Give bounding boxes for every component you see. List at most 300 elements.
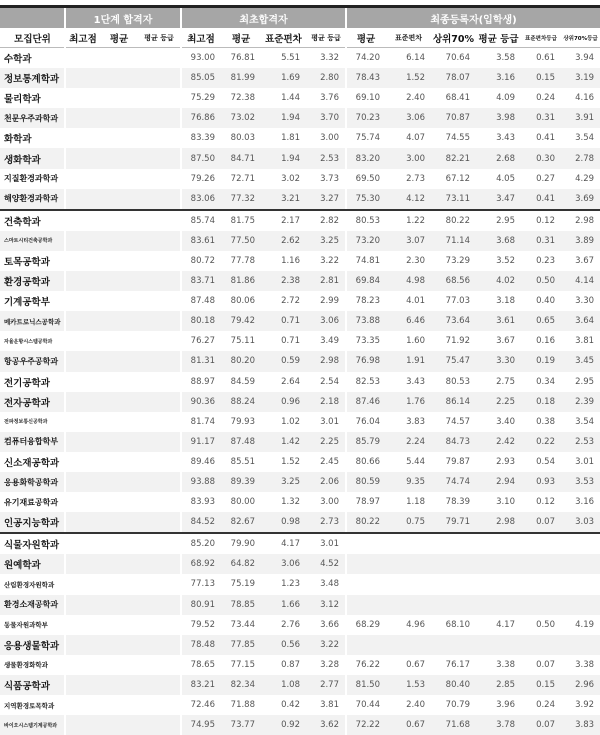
table-cell xyxy=(137,88,181,108)
col-header-initial-max: 최고점 xyxy=(181,28,221,48)
table-cell xyxy=(65,271,101,291)
table-cell: 83.39 xyxy=(181,128,221,148)
table-row xyxy=(0,432,600,452)
department-name: 기계공학부 xyxy=(0,291,65,311)
col-header-final-std: 표준편차 xyxy=(386,28,431,48)
table-cell: 4.19 xyxy=(561,615,600,635)
table-cell: 0.31 xyxy=(521,108,561,128)
table-cell: 3.32 xyxy=(306,48,346,69)
table-cell xyxy=(101,675,137,695)
table-cell xyxy=(101,291,137,311)
table-row xyxy=(0,148,600,168)
table-cell: 75.29 xyxy=(181,88,221,108)
table-cell: 80.20 xyxy=(221,351,261,371)
table-cell xyxy=(65,169,101,189)
table-cell xyxy=(101,635,137,655)
table-cell: 3.81 xyxy=(306,695,346,715)
table-cell xyxy=(101,615,137,635)
col-header-unit: 모집단위 xyxy=(0,28,65,48)
table-cell: 3.00 xyxy=(306,128,346,148)
table-cell: 79.90 xyxy=(221,533,261,554)
table-cell xyxy=(65,574,101,594)
table-cell: 70.44 xyxy=(346,695,386,715)
col-header-initial-avg: 평균 xyxy=(221,28,261,48)
table-cell: 6.46 xyxy=(386,311,431,331)
table-cell xyxy=(137,392,181,412)
table-cell: 76.04 xyxy=(346,412,386,432)
table-cell: 80.22 xyxy=(346,512,386,533)
table-cell: 82.67 xyxy=(221,512,261,533)
table-cell xyxy=(65,311,101,331)
table-cell: 81.99 xyxy=(221,68,261,88)
table-cell xyxy=(431,574,476,594)
table-cell: 3.16 xyxy=(561,492,600,512)
table-cell xyxy=(137,715,181,735)
table-cell xyxy=(65,635,101,655)
table-cell xyxy=(561,554,600,574)
table-cell xyxy=(137,372,181,392)
table-cell xyxy=(101,655,137,675)
table-cell xyxy=(65,210,101,231)
table-cell: 74.57 xyxy=(431,412,476,432)
table-cell: 83.61 xyxy=(181,231,221,251)
department-name: 물리학과 xyxy=(0,88,65,108)
table-cell: 0.42 xyxy=(261,695,306,715)
table-cell: 81.50 xyxy=(346,675,386,695)
table-cell xyxy=(101,251,137,271)
table-cell xyxy=(65,412,101,432)
table-cell: 0.23 xyxy=(521,251,561,271)
table-cell xyxy=(137,331,181,351)
table-row xyxy=(0,675,600,695)
table-cell xyxy=(346,533,386,554)
table-cell: 74.20 xyxy=(346,48,386,69)
table-cell: 74.55 xyxy=(431,128,476,148)
table-cell xyxy=(137,108,181,128)
table-cell xyxy=(137,251,181,271)
col-header-initial-std: 표준편차 xyxy=(261,28,306,48)
table-row xyxy=(0,88,600,108)
department-name: 바이오시스템기계공학과 xyxy=(0,715,65,735)
table-cell xyxy=(521,554,561,574)
table-cell: 76.22 xyxy=(346,655,386,675)
table-cell xyxy=(101,574,137,594)
table-cell: 3.61 xyxy=(476,311,521,331)
department-name: 유기재료공학과 xyxy=(0,492,65,512)
table-cell xyxy=(65,392,101,412)
table-cell: 2.39 xyxy=(561,392,600,412)
table-cell xyxy=(101,392,137,412)
table-row xyxy=(0,128,600,148)
table-cell: 1.76 xyxy=(386,392,431,412)
table-cell: 78.23 xyxy=(346,291,386,311)
department-name: 원예학과 xyxy=(0,554,65,574)
table-cell: 78.43 xyxy=(346,68,386,88)
table-cell: 5.44 xyxy=(386,452,431,472)
table-cell xyxy=(65,331,101,351)
table-cell: 80.91 xyxy=(181,595,221,615)
table-cell: 75.19 xyxy=(221,574,261,594)
table-cell xyxy=(65,452,101,472)
table-cell: 4.12 xyxy=(386,189,431,210)
table-cell: 76.81 xyxy=(221,48,261,69)
table-cell: 0.31 xyxy=(521,231,561,251)
table-cell xyxy=(101,311,137,331)
table-row xyxy=(0,492,600,512)
table-cell: 76.98 xyxy=(346,351,386,371)
table-cell: 85.51 xyxy=(221,452,261,472)
table-cell: 93.00 xyxy=(181,48,221,69)
table-cell xyxy=(137,452,181,472)
table-cell: 3.81 xyxy=(561,331,600,351)
table-cell: 0.22 xyxy=(521,432,561,452)
table-cell: 4.17 xyxy=(476,615,521,635)
table-cell xyxy=(101,88,137,108)
table-cell: 4.05 xyxy=(476,169,521,189)
table-cell: 87.48 xyxy=(181,291,221,311)
table-cell: 72.46 xyxy=(181,695,221,715)
table-cell: 2.76 xyxy=(261,615,306,635)
table-cell: 5.51 xyxy=(261,48,306,69)
table-cell xyxy=(137,675,181,695)
table-cell xyxy=(346,574,386,594)
table-row xyxy=(0,351,600,371)
table-row xyxy=(0,392,600,412)
table-cell: 3.78 xyxy=(476,715,521,735)
department-name: 인공지능학과 xyxy=(0,512,65,533)
table-row xyxy=(0,635,600,655)
department-name: 생물환경화학과 xyxy=(0,655,65,675)
table-cell: 3.54 xyxy=(561,128,600,148)
table-cell xyxy=(476,554,521,574)
table-cell xyxy=(65,554,101,574)
table-cell: 67.12 xyxy=(431,169,476,189)
table-cell: 3.06 xyxy=(261,554,306,574)
table-cell: 3.49 xyxy=(306,331,346,351)
table-cell: 77.78 xyxy=(221,251,261,271)
table-cell: 3.01 xyxy=(306,412,346,432)
table-cell: 85.79 xyxy=(346,432,386,452)
table-cell: 69.84 xyxy=(346,271,386,291)
table-cell: 80.53 xyxy=(431,372,476,392)
table-row xyxy=(0,554,600,574)
table-cell: 70.23 xyxy=(346,108,386,128)
table-cell xyxy=(386,533,431,554)
table-cell: 2.96 xyxy=(561,675,600,695)
table-cell: 2.82 xyxy=(306,210,346,231)
table-cell xyxy=(561,595,600,615)
table-cell: 83.71 xyxy=(181,271,221,291)
table-cell: 4.01 xyxy=(386,291,431,311)
admission-results-table xyxy=(0,5,600,735)
table-cell: 75.47 xyxy=(431,351,476,371)
table-cell xyxy=(65,492,101,512)
table-cell: 82.34 xyxy=(221,675,261,695)
table-cell xyxy=(561,533,600,554)
table-cell: 3.47 xyxy=(476,189,521,210)
table-cell: 79.87 xyxy=(431,452,476,472)
col-header-stage1-max: 최고점 xyxy=(65,28,101,48)
table-cell: 85.20 xyxy=(181,533,221,554)
table-cell: 3.67 xyxy=(476,331,521,351)
table-row xyxy=(0,108,600,128)
table-cell xyxy=(137,472,181,492)
table-cell xyxy=(561,635,600,655)
department-name: 응용생물학과 xyxy=(0,635,65,655)
table-cell xyxy=(101,148,137,168)
table-cell: 3.64 xyxy=(561,311,600,331)
table-cell xyxy=(137,512,181,533)
table-cell xyxy=(521,595,561,615)
table-cell: 81.86 xyxy=(221,271,261,291)
col-header-final-std-grade: 표준편차등급 xyxy=(521,28,561,48)
table-cell: 3.73 xyxy=(306,169,346,189)
department-name: 지질환경과학과 xyxy=(0,169,65,189)
table-cell: 0.50 xyxy=(521,271,561,291)
table-row xyxy=(0,210,600,231)
table-cell: 76.27 xyxy=(181,331,221,351)
table-cell xyxy=(386,574,431,594)
table-cell: 3.66 xyxy=(306,615,346,635)
table-cell: 82.53 xyxy=(346,372,386,392)
table-cell: 0.67 xyxy=(386,715,431,735)
table-cell: 1.32 xyxy=(261,492,306,512)
table-cell xyxy=(65,88,101,108)
table-cell xyxy=(431,595,476,615)
table-cell xyxy=(137,695,181,715)
table-cell: 4.16 xyxy=(561,88,600,108)
department-name: 산림환경자원학과 xyxy=(0,574,65,594)
table-cell: 0.07 xyxy=(521,655,561,675)
table-cell xyxy=(137,574,181,594)
table-cell xyxy=(137,169,181,189)
table-cell: 85.05 xyxy=(181,68,221,88)
table-cell: 4.29 xyxy=(561,169,600,189)
table-cell: 3.83 xyxy=(561,715,600,735)
table-cell: 80.59 xyxy=(346,472,386,492)
table-cell xyxy=(137,148,181,168)
group-header-final: 최종등록자(입학생) xyxy=(346,7,600,29)
table-cell xyxy=(431,533,476,554)
table-cell: 3.43 xyxy=(476,128,521,148)
table-cell xyxy=(65,351,101,371)
table-cell: 3.06 xyxy=(386,108,431,128)
table-cell xyxy=(137,412,181,432)
table-cell: 91.17 xyxy=(181,432,221,452)
table-row xyxy=(0,311,600,331)
table-cell: 2.98 xyxy=(306,351,346,371)
table-cell: 3.68 xyxy=(476,231,521,251)
department-name: 전기공학과 xyxy=(0,372,65,392)
table-cell xyxy=(386,554,431,574)
table-cell: 3.92 xyxy=(561,695,600,715)
table-cell xyxy=(101,554,137,574)
table-row xyxy=(0,169,600,189)
table-cell: 2.62 xyxy=(261,231,306,251)
table-cell: 81.75 xyxy=(221,210,261,231)
table-cell xyxy=(137,492,181,512)
department-name: 생화학과 xyxy=(0,148,65,168)
table-row xyxy=(0,655,600,675)
table-cell: 3.27 xyxy=(306,189,346,210)
table-cell: 3.89 xyxy=(561,231,600,251)
department-name: 건축학과 xyxy=(0,210,65,231)
table-cell: 80.40 xyxy=(431,675,476,695)
table-cell: 2.78 xyxy=(561,148,600,168)
table-cell: 73.77 xyxy=(221,715,261,735)
table-cell: 76.86 xyxy=(181,108,221,128)
table-cell: 3.69 xyxy=(561,189,600,210)
table-cell: 79.52 xyxy=(181,615,221,635)
table-row xyxy=(0,695,600,715)
department-name: 스마트시티건축공학과 xyxy=(0,231,65,251)
table-cell xyxy=(137,533,181,554)
table-cell: 2.73 xyxy=(386,169,431,189)
table-cell: 0.30 xyxy=(521,148,561,168)
table-cell: 1.16 xyxy=(261,251,306,271)
table-cell xyxy=(137,432,181,452)
table-cell: 3.94 xyxy=(561,48,600,69)
table-cell: 83.06 xyxy=(181,189,221,210)
table-cell: 3.22 xyxy=(306,251,346,271)
table-cell: 3.25 xyxy=(261,472,306,492)
table-cell: 0.87 xyxy=(261,655,306,675)
table-cell: 74.74 xyxy=(431,472,476,492)
table-cell: 83.93 xyxy=(181,492,221,512)
table-cell: 2.42 xyxy=(476,432,521,452)
table-cell xyxy=(431,635,476,655)
table-cell xyxy=(65,251,101,271)
table-cell xyxy=(137,210,181,231)
table-cell xyxy=(137,615,181,635)
table-cell: 64.82 xyxy=(221,554,261,574)
table-cell: 81.31 xyxy=(181,351,221,371)
col-header-final-top70-grade: 상위70%등급 xyxy=(561,28,600,48)
table-cell xyxy=(346,635,386,655)
table-cell xyxy=(137,311,181,331)
table-cell: 0.75 xyxy=(386,512,431,533)
department-name: 동물자원과학부 xyxy=(0,615,65,635)
table-cell: 3.28 xyxy=(306,655,346,675)
table-cell: 84.71 xyxy=(221,148,261,168)
table-cell: 70.64 xyxy=(431,48,476,69)
table-cell xyxy=(137,48,181,69)
table-row xyxy=(0,291,600,311)
department-name: 항공우주공학과 xyxy=(0,351,65,371)
table-cell xyxy=(65,615,101,635)
table-cell: 2.25 xyxy=(476,392,521,412)
table-cell: 0.27 xyxy=(521,169,561,189)
table-cell: 79.26 xyxy=(181,169,221,189)
table-cell: 2.64 xyxy=(261,372,306,392)
department-name: 자율운항시스템공학과 xyxy=(0,331,65,351)
table-cell xyxy=(521,574,561,594)
table-cell xyxy=(65,372,101,392)
table-cell: 73.11 xyxy=(431,189,476,210)
table-cell xyxy=(101,108,137,128)
table-cell: 4.96 xyxy=(386,615,431,635)
table-cell xyxy=(65,595,101,615)
table-cell: 2.98 xyxy=(476,512,521,533)
table-cell: 73.02 xyxy=(221,108,261,128)
table-cell: 0.50 xyxy=(521,615,561,635)
table-cell xyxy=(431,554,476,574)
table-cell: 2.40 xyxy=(386,695,431,715)
department-name: 식물자원학과 xyxy=(0,533,65,554)
table-cell xyxy=(65,695,101,715)
table-cell: 71.88 xyxy=(221,695,261,715)
table-cell: 3.40 xyxy=(476,412,521,432)
table-cell: 3.52 xyxy=(476,251,521,271)
table-cell: 2.72 xyxy=(261,291,306,311)
department-name: 응용화학공학과 xyxy=(0,472,65,492)
table-cell: 75.30 xyxy=(346,189,386,210)
table-cell: 4.98 xyxy=(386,271,431,291)
table-cell: 87.50 xyxy=(181,148,221,168)
table-cell: 73.64 xyxy=(431,311,476,331)
table-cell: 9.35 xyxy=(386,472,431,492)
table-cell xyxy=(65,291,101,311)
table-cell: 70.79 xyxy=(431,695,476,715)
department-name: 정보통계학과 xyxy=(0,68,65,88)
table-cell: 0.41 xyxy=(521,128,561,148)
table-cell: 2.24 xyxy=(386,432,431,452)
table-cell: 78.07 xyxy=(431,68,476,88)
col-header-stage1-grade: 평균 등급 xyxy=(137,28,181,48)
table-cell: 3.03 xyxy=(561,512,600,533)
table-cell: 3.58 xyxy=(476,48,521,69)
table-cell: 85.74 xyxy=(181,210,221,231)
table-cell: 73.35 xyxy=(346,331,386,351)
table-cell: 1.81 xyxy=(261,128,306,148)
table-cell: 0.96 xyxy=(261,392,306,412)
table-cell xyxy=(65,472,101,492)
table-cell: 0.15 xyxy=(521,68,561,88)
table-cell xyxy=(65,128,101,148)
table-cell xyxy=(101,372,137,392)
table-cell: 2.45 xyxy=(306,452,346,472)
table-cell xyxy=(521,635,561,655)
table-cell: 2.81 xyxy=(306,271,346,291)
table-cell: 84.73 xyxy=(431,432,476,452)
table-cell xyxy=(346,595,386,615)
table-cell: 74.95 xyxy=(181,715,221,735)
table-cell: 88.24 xyxy=(221,392,261,412)
table-cell: 4.14 xyxy=(561,271,600,291)
department-name: 지역환경토목학과 xyxy=(0,695,65,715)
table-cell: 74.81 xyxy=(346,251,386,271)
table-cell: 2.68 xyxy=(476,148,521,168)
table-cell: 0.40 xyxy=(521,291,561,311)
department-name: 메카트로닉스공학과 xyxy=(0,311,65,331)
table-cell xyxy=(101,231,137,251)
table-cell: 3.06 xyxy=(306,311,346,331)
table-cell: 83.21 xyxy=(181,675,221,695)
table-cell: 71.14 xyxy=(431,231,476,251)
table-row xyxy=(0,574,600,594)
table-cell: 0.24 xyxy=(521,88,561,108)
table-cell: 88.97 xyxy=(181,372,221,392)
table-row xyxy=(0,68,600,88)
table-cell: 1.91 xyxy=(386,351,431,371)
table-cell: 77.15 xyxy=(221,655,261,675)
table-cell xyxy=(65,675,101,695)
table-cell xyxy=(137,231,181,251)
table-cell: 3.70 xyxy=(306,108,346,128)
table-cell xyxy=(137,655,181,675)
table-cell: 0.59 xyxy=(261,351,306,371)
group-header-row xyxy=(0,7,600,29)
